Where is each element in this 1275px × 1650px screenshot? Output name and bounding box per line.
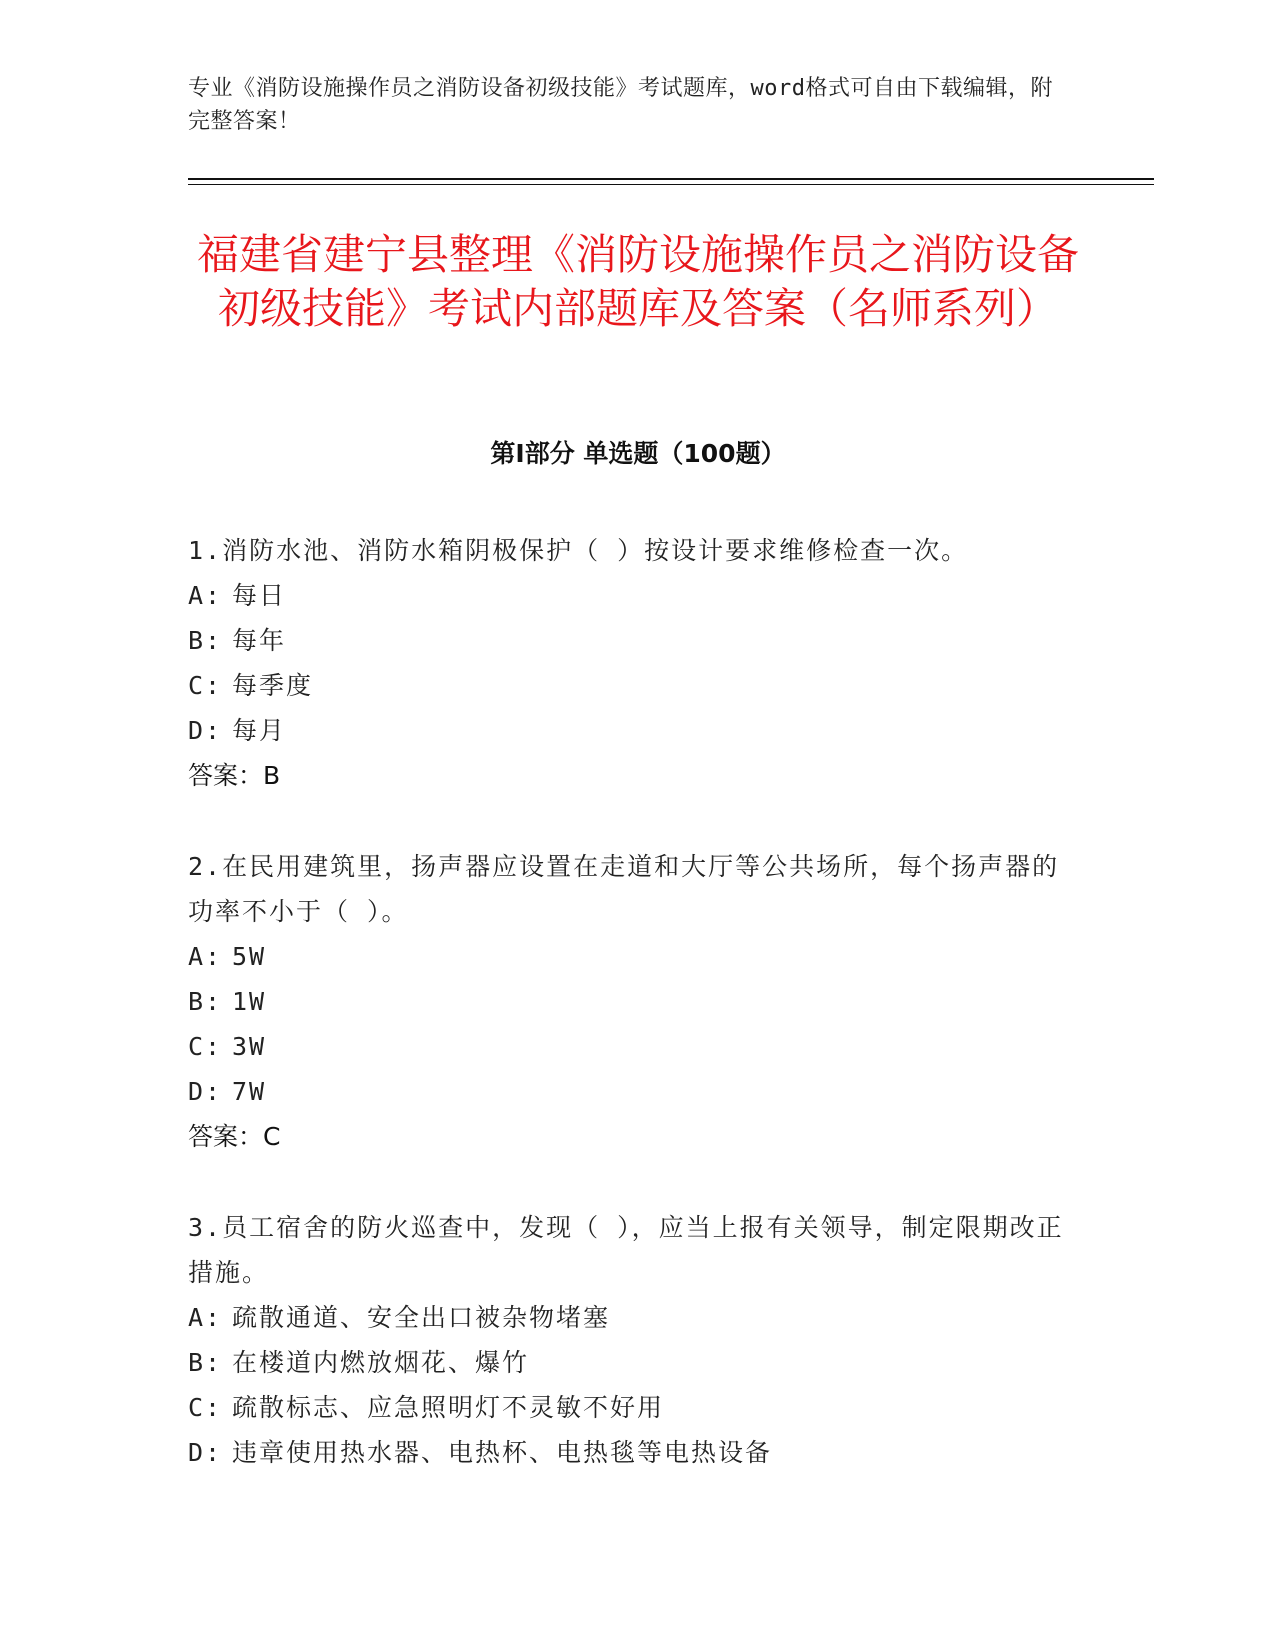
option-a (188, 573, 1068, 618)
option-b (188, 618, 1068, 663)
option-text: 违章使用热水器、电热杯、电热毯等电热设备 (232, 1438, 773, 1467)
header-rule-thick (188, 178, 1154, 180)
option-text: 5W (232, 942, 267, 971)
answer-line: 答案：C (188, 1122, 281, 1151)
option-key: C: (188, 1032, 223, 1061)
option-text: 每年 (232, 626, 287, 655)
option-d (188, 1430, 1068, 1475)
option-text: 疏散通道、安全出口被杂物堵塞 (232, 1303, 611, 1332)
question-2 (188, 844, 1068, 1159)
option-key: D: (188, 1438, 223, 1467)
option-text: 每季度 (232, 671, 314, 700)
option-text: 疏散标志、应急照明灯不灵敏不好用 (232, 1393, 665, 1422)
question-stem: 1.消防水池、消防水箱阴极保护（ ）按设计要求维修检查一次。 (188, 536, 969, 565)
header-rule-thin (188, 184, 1154, 185)
option-text: 3W (232, 1032, 267, 1061)
option-key: B: (188, 626, 223, 655)
option-key: C: (188, 1393, 223, 1422)
option-key: B: (188, 987, 223, 1016)
option-key: C: (188, 671, 223, 700)
option-d (188, 1069, 1068, 1114)
option-key: A: (188, 581, 223, 610)
option-key: B: (188, 1348, 223, 1377)
question-stem: 2.在民用建筑里，扬声器应设置在走道和大厅等公共场所，每个扬声器的功率不小于（ ）。 (188, 852, 1060, 926)
option-c (188, 1385, 1068, 1430)
option-a (188, 934, 1068, 979)
option-key: A: (188, 1303, 223, 1332)
question-stem: 3.员工宿舍的防火巡查中，发现（ ），应当上报有关领导，制定限期改正措施。 (188, 1213, 1064, 1287)
option-key: D: (188, 1077, 223, 1106)
option-text: 在楼道内燃放烟花、爆竹 (232, 1348, 530, 1377)
option-text: 每日 (232, 581, 287, 610)
option-d (188, 708, 1068, 753)
option-key: A: (188, 942, 223, 971)
option-c (188, 663, 1068, 708)
option-text: 7W (232, 1077, 267, 1106)
option-text: 每月 (232, 716, 287, 745)
option-b (188, 1340, 1068, 1385)
option-b (188, 979, 1068, 1024)
option-key: D: (188, 716, 223, 745)
section-title: 第Ⅰ部分 单选题（100题） (490, 439, 786, 468)
option-c (188, 1024, 1068, 1069)
option-a (188, 1295, 1068, 1340)
question-3 (188, 1205, 1068, 1475)
question-list (188, 528, 1068, 1521)
answer-line: 答案：B (188, 761, 281, 790)
document-title: 福建省建宁县整理《消防设施操作员之消防设备初级技能》考试内部题库及答案（名师系列） (196, 230, 1079, 333)
question-1 (188, 528, 1068, 798)
option-text: 1W (232, 987, 267, 1016)
header-note: 专业《消防设施操作员之消防设备初级技能》考试题库，word格式可自由下载编辑，附完整答案！ (188, 76, 1053, 134)
